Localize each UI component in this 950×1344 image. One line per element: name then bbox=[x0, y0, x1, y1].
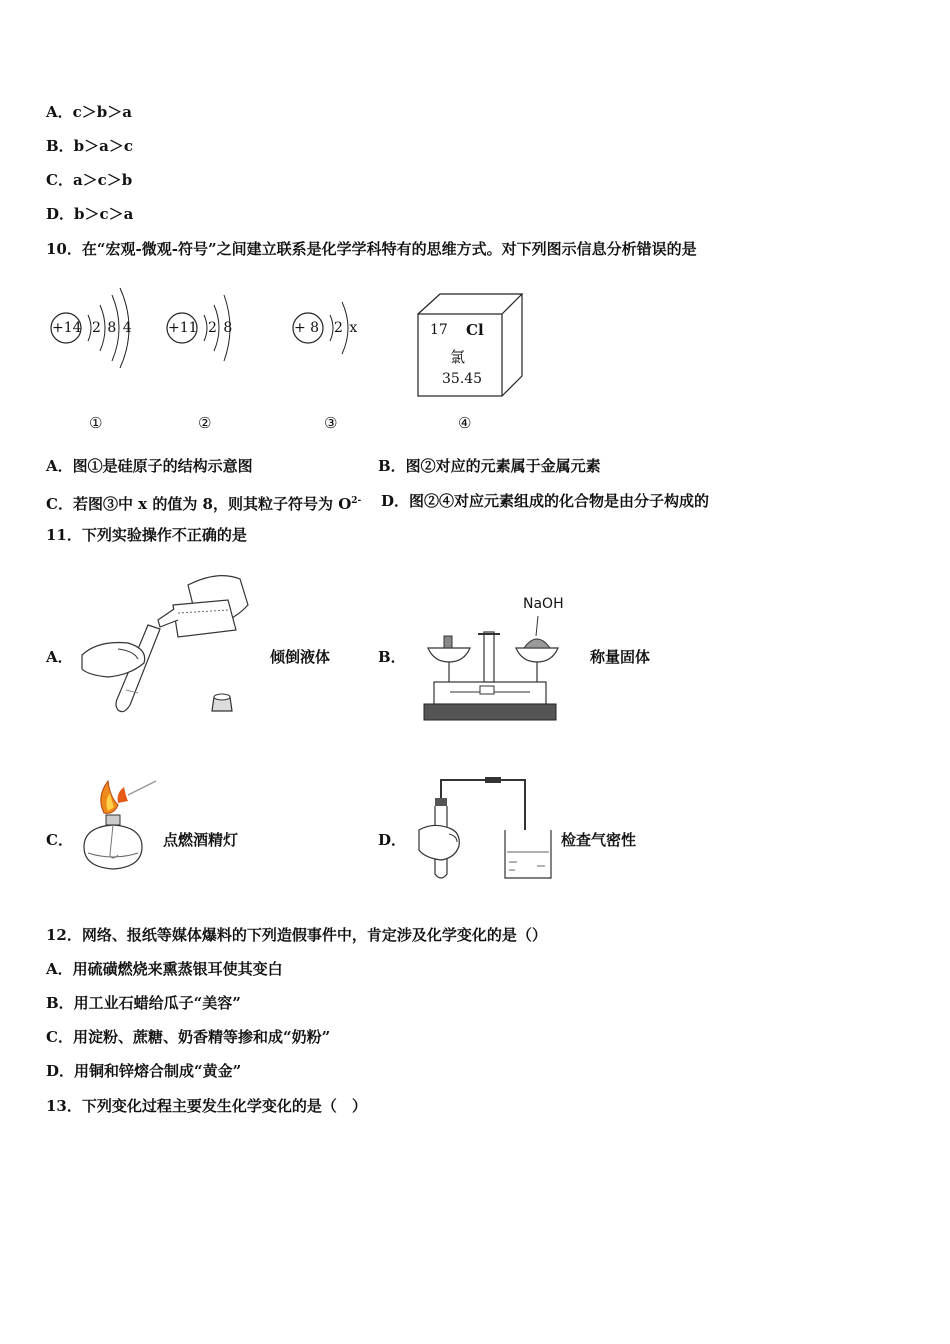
atom-3-shells: 2 x bbox=[334, 320, 358, 336]
atom-1-shells: 2 8 4 bbox=[92, 320, 132, 336]
naoh-label: NaOH bbox=[523, 596, 564, 612]
q11-a-caption: 倾倒液体 bbox=[270, 648, 331, 666]
atom-2-shells: 2 8 bbox=[208, 320, 233, 336]
q13-stem: 13．下列变化过程主要发生化学变化的是（ ） bbox=[46, 1097, 367, 1115]
atom-1-nucleus: +14 bbox=[52, 320, 82, 336]
q11-stem: 11．下列实验操作不正确的是 bbox=[46, 526, 247, 544]
diagram-label-2: ② bbox=[198, 414, 212, 432]
q12-stem: 12．网络、报纸等媒体爆料的下列造假事件中，肯定涉及化学变化的是（） bbox=[46, 926, 547, 944]
q10-stem: 10．在“宏观-微观-符号”之间建立联系是化学学科特有的思维方式。对下列图示信息分析错误的是 bbox=[46, 240, 697, 258]
q9-option-c: C．a＞c＞b bbox=[46, 171, 133, 189]
q9-option-d: D．b＞c＞a bbox=[46, 205, 134, 223]
q10-option-a: A．图①是硅原子的结构示意图 bbox=[46, 457, 253, 475]
element-symbol: Cl bbox=[466, 321, 484, 339]
q11-d-letter: D． bbox=[378, 831, 407, 849]
q11-d-caption: 检查气密性 bbox=[561, 831, 637, 849]
atom-diagram-3 bbox=[290, 280, 370, 380]
q11-a-letter: A． bbox=[46, 648, 73, 666]
atom-3-nucleus: + 8 bbox=[294, 320, 320, 336]
q12-option-d: D．用铜和锌熔合制成“黄金” bbox=[46, 1062, 242, 1080]
element-cell-chlorine bbox=[414, 290, 526, 402]
q10-option-c-text: C．若图③中 x 的值为 8，则其粒子符号为 O bbox=[46, 495, 352, 513]
q12-option-b: B．用工业石蜡给瓜子“美容” bbox=[46, 994, 241, 1012]
q9-option-a: A．c＞b＞a bbox=[46, 103, 132, 121]
element-number: 17 bbox=[430, 322, 448, 338]
element-name: 氯 bbox=[450, 348, 466, 366]
q11-c-caption: 点燃酒精灯 bbox=[163, 831, 239, 849]
q9-option-b: B．b＞a＞c bbox=[46, 137, 134, 155]
q11-b-letter: B． bbox=[378, 648, 406, 666]
q10-option-c bbox=[46, 491, 361, 514]
pour-liquid-illustration bbox=[78, 565, 258, 720]
q10-option-c-superscript: 2- bbox=[351, 496, 362, 506]
atom-diagram-2 bbox=[164, 280, 244, 380]
q10-option-b: B．图②对应的元素属于金属元素 bbox=[378, 457, 601, 475]
atom-2-nucleus: +11 bbox=[168, 320, 198, 336]
element-mass: 35.45 bbox=[442, 371, 483, 387]
airtightness-illustration bbox=[405, 770, 555, 885]
diagram-label-4: ④ bbox=[458, 414, 472, 432]
alcohol-lamp-illustration bbox=[74, 775, 164, 875]
q10-option-d: D．图②④对应元素组成的化合物是由分子构成的 bbox=[381, 492, 710, 510]
q12-option-c: C．用淀粉、蔗糖、奶香精等掺和成“奶粉” bbox=[46, 1028, 331, 1046]
q12-option-a: A．用硫磺燃烧来熏蒸银耳使其变白 bbox=[46, 960, 283, 978]
balance-illustration bbox=[420, 592, 580, 727]
diagram-label-1: ① bbox=[89, 414, 103, 432]
q11-b-caption: 称量固体 bbox=[590, 648, 651, 666]
diagram-label-3: ③ bbox=[324, 414, 338, 432]
atom-diagram-1 bbox=[48, 280, 138, 380]
q11-c-letter: C． bbox=[46, 831, 73, 849]
